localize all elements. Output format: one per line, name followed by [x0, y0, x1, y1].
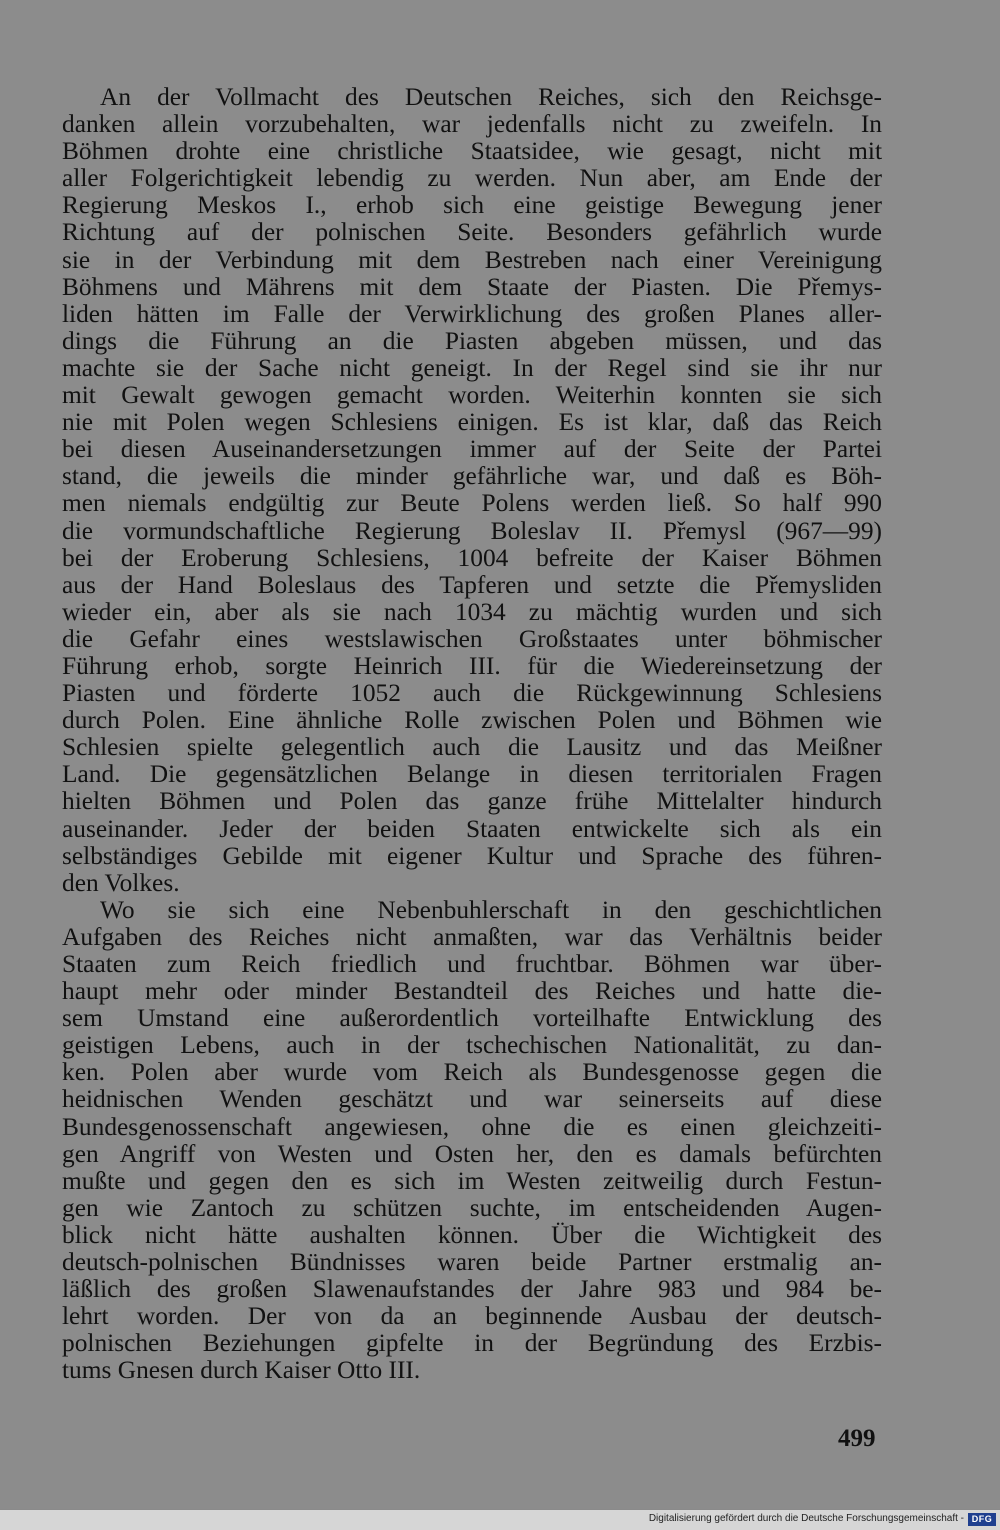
page-number: 499 [838, 1425, 876, 1452]
paragraph-1 [62, 84, 882, 897]
text-line: gen Angriff von Westen und Osten her, den es damals befürchten [62, 1140, 882, 1168]
text-line: geistigen Lebens, auch in der tschechischen Nationalität, zu dan- [62, 1032, 882, 1060]
text-line: sem Umstand eine außerordentlich vorteilhafte Entwicklung des [62, 1005, 882, 1033]
text-line: Schlesien spielte gelegentlich auch die Lausitz und das Meißner [62, 734, 882, 762]
text-line: liden hätten im Falle der Verwirklichung des großen Planes aller- [62, 300, 882, 328]
text-line: aller Folgerichtigkeit lebendig zu werden. Nun aber, am Ende der [62, 165, 882, 193]
text-line: men niemals endgültig zur Beute Polens werden ließ. So half 990 [62, 490, 882, 518]
text-line: sie in der Verbindung mit dem Bestreben nach einer Vereinigung [62, 246, 882, 274]
text-line: die Gefahr eines westslawischen Großstaates unter böhmischer [62, 625, 882, 653]
text-line: dings die Führung an die Piasten abgeben müssen, und das [62, 327, 882, 355]
text-line: den Volkes. [62, 869, 180, 897]
text-line: tums Gnesen durch Kaiser Otto III. [62, 1357, 421, 1385]
text-line: polnischen Beziehungen gipfelte in der Begründung des Erzbis- [62, 1330, 882, 1358]
text-line: mußte und gegen den es sich im Westen zeitweilig durch Festun- [62, 1167, 882, 1195]
text-line: auseinander. Jeder der beiden Staaten entwickelte sich als ein [62, 815, 882, 843]
text-line: Staaten zum Reich friedlich und fruchtbar. Böhmen war über- [62, 951, 882, 978]
footer-bar [0, 1509, 1000, 1530]
text-line: die vormundschaftliche Regierung Boleslav II. Přemysl (967—99) [62, 517, 882, 545]
text-line: machte sie der Sache nicht geneigt. In der Regel sind sie ihr nur [62, 354, 882, 382]
text-line: stand, die jeweils die minder gefährliche war, und daß es Böh- [62, 463, 882, 491]
text-line: heidnischen Wenden geschätzt und war seinerseits auf diese [62, 1086, 882, 1114]
text-line: ken. Polen aber wurde vom Reich als Bundesgenosse gegen die [62, 1059, 882, 1087]
text-line: danken allein vorzubehalten, war jedenfalls nicht zu zweifeln. In [62, 111, 882, 139]
text-line: Böhmens und Mährens mit dem Staate der Piasten. Die Přemys- [62, 273, 882, 301]
text-line: lehrt worden. Der von da an beginnende Ausbau der deutsch- [62, 1303, 882, 1331]
text-line: bei diesen Auseinandersetzungen immer auf der Seite der Partei [62, 436, 882, 464]
text-line: läßlich des großen Slawenaufstandes der Jahre 983 und 984 be- [62, 1276, 882, 1304]
text-line: haupt mehr oder minder Bestandteil des Reiches und hatte die- [62, 978, 882, 1006]
text-line: bei der Eroberung Schlesiens, 1004 befreite der Kaiser Böhmen [62, 544, 882, 572]
paragraph-2 [62, 897, 882, 1385]
text-line: aus der Hand Boleslaus des Tapferen und setzte die Přemysliden [62, 571, 882, 599]
text-line: blick nicht hätte aushalten können. Über die Wichtigkeit des [62, 1221, 882, 1249]
text-line: hielten Böhmen und Polen das ganze frühe Mittelalter hindurch [62, 788, 882, 816]
footer-credit-text: Digitalisierung gefördert durch die Deutsche Forschungsgemeinschaft - [648, 1513, 964, 1524]
text-line: durch Polen. Eine ähnliche Rolle zwischen Polen und Böhmen wie [62, 707, 882, 735]
text-line: mit Gewalt gewogen gemacht worden. Weiterhin konnten sie sich [62, 382, 882, 410]
text-line: Piasten und förderte 1052 auch die Rückgewinnung Schlesiens [62, 680, 882, 708]
page-body [62, 84, 882, 1385]
text-line: nie mit Polen wegen Schlesiens einigen. Es ist klar, daß das Reich [62, 409, 882, 437]
text-line: gen wie Zantoch zu schützen suchte, im entscheidenden Augen- [62, 1194, 882, 1222]
text-line: selbständiges Gebilde mit eigener Kultur und Sprache des führen- [62, 842, 882, 870]
text-line: Bundesgenossenschaft angewiesen, ohne die es einen gleichzeiti- [62, 1113, 882, 1141]
text-line: deutsch-polnischen Bündnisses waren beide Partner erstmalig an- [62, 1249, 882, 1277]
text-line: Wo sie sich eine Nebenbuhlerschaft in den geschichtlichen [100, 896, 882, 924]
text-line: Aufgaben des Reiches nicht anmaßten, war das Verhältnis beider [62, 923, 882, 951]
text-line: Böhmen drohte eine christliche Staatsidee, wie gesagt, nicht mit [62, 138, 882, 166]
dfg-logo-icon: DFG [968, 1513, 996, 1526]
text-line: Regierung Meskos I., erhob sich eine geistige Bewegung jener [62, 192, 882, 220]
text-line: An der Vollmacht des Deutschen Reiches, sich den Reichsge- [100, 84, 882, 111]
text-line: Führung erhob, sorgte Heinrich III. für die Wiedereinsetzung der [62, 652, 882, 680]
text-line: Land. Die gegensätzlichen Belange in diesen territorialen Fragen [62, 761, 882, 789]
text-line: wieder ein, aber als sie nach 1034 zu mächtig wurden und sich [62, 598, 882, 626]
text-line: Richtung auf der polnischen Seite. Besonders gefährlich wurde [62, 219, 882, 247]
